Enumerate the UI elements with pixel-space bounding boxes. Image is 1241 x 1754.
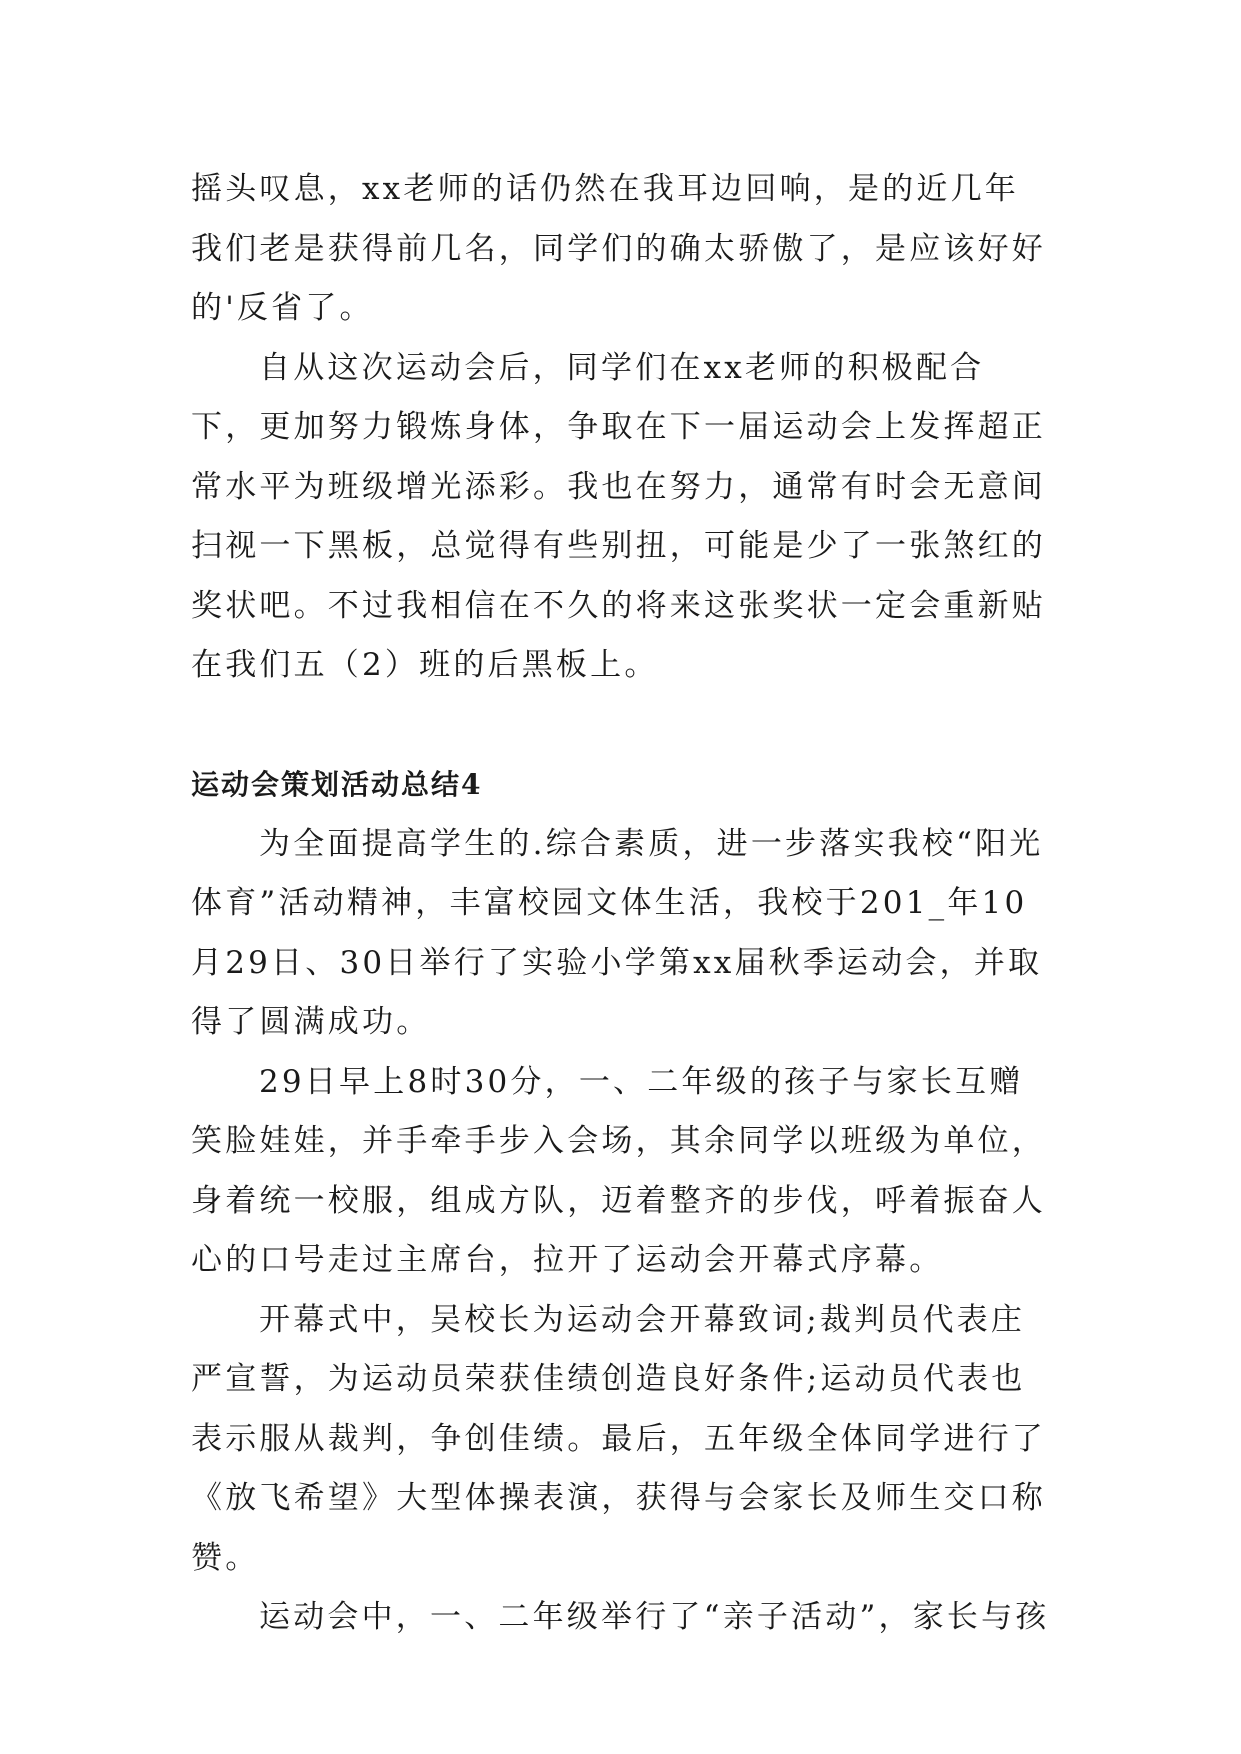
paragraph: 29日早上8时30分，一、二年级的孩子与家长互赠笑脸娃娃，并手牵手步入会场，其余同学以班级为单位，身着统一校服，组成方队，迈着整齐的步伐，呼着振奋人心的口号走过主席台，拉开了运动会开幕式序幕。: [191, 1063, 1046, 1278]
paragraph: 为全面提高学生的.综合素质，进一步落实我校“阳光体育”活动精神，丰富校园文体生活，我校于201_年10月29日、30日举行了实验小学第xx届秋季运动会，并取得了圆满成功。: [191, 825, 1044, 1040]
paragraph: 摇头叹息，xx老师的话仍然在我耳边回响，是的近几年我们老是获得前几名，同学们的确太骄傲了，是应该好好的'反省了。: [191, 171, 1046, 326]
paragraph: 开幕式中，吴校长为运动会开幕致词;裁判员代表庄严宣誓，为运动员荣获佳绩创造良好条件;运动员代表也表示服从裁判，争创佳绩。最后，五年级全体同学进行了《放飞希望》大型体操表演，获得与会家长及师生交口称赞。: [191, 1301, 1046, 1576]
paragraph: 自从这次运动会后，同学们在xx老师的积极配合下，更加努力锻炼身体，争取在下一届运动会上发挥超正常水平为班级增光添彩。我也在努力，通常有时会无意间扫视一下黑板，总觉得有些别扭，可能是少了一张煞红的奖状吧。不过我相信在不久的将来这张奖状一定会重新贴在我们五（2）班的后黑板上。: [191, 349, 1046, 683]
paragraph: 运动会中，一、二年级举行了“亲子活动”，家长与孩: [259, 1599, 1050, 1635]
document-page: [191, 160, 1051, 1648]
section-heading: 运动会策划活动总结4: [191, 768, 483, 801]
